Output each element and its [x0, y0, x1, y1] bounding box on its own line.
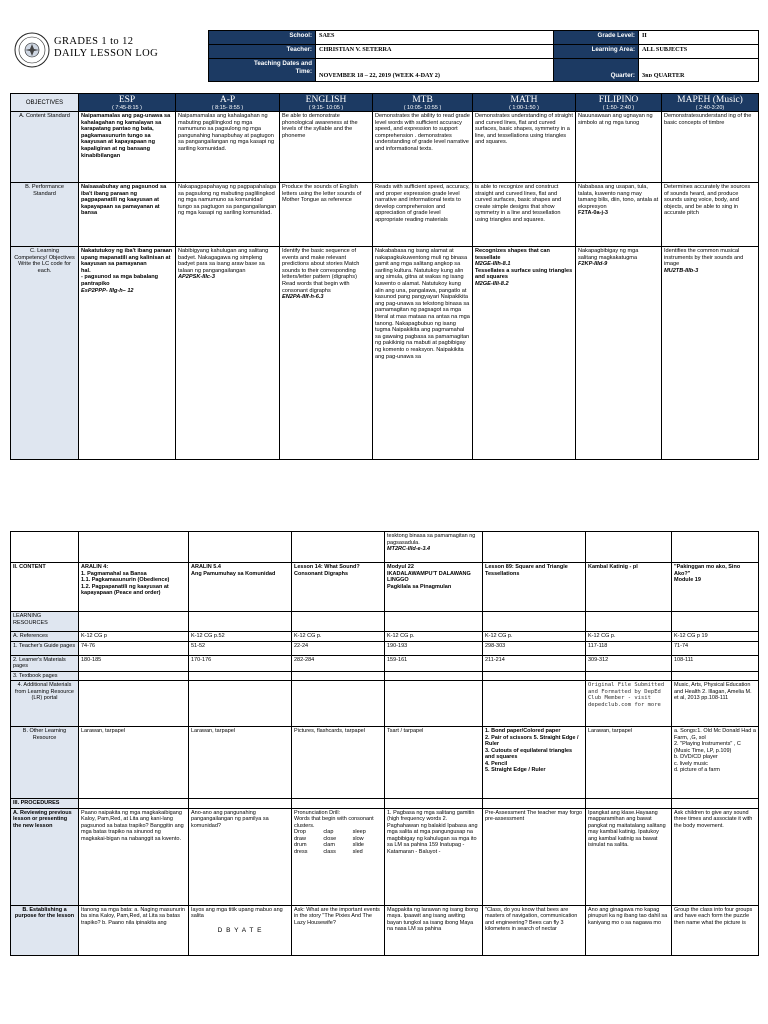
content-line: ARALIN 5.4 [191, 564, 221, 570]
scrambled-letters: D B Y A T E [217, 926, 263, 934]
lc-note: Write the LC code for each. [18, 261, 71, 274]
cell-esp: Itanong sa mga bata: a. Naging masunurin ba sina Kaloy, Pam,Red, at Lita sa batas trapiko? b. Paano nila ipinakita ang [79, 905, 189, 955]
content-line: Modyul 22 [387, 564, 414, 570]
cell-esp: Naisasabuhay ang pagsunod sa iba't ibang paraan ng pagpapanatili ng kaayusan at kapayapaan sa pamayanan at bansa [79, 183, 176, 247]
teacher-label: Teacher: [209, 45, 316, 59]
mapeh-code: MU2TB-IIIb-3 [664, 267, 699, 274]
textbook-row [11, 671, 759, 681]
row-label-content: II. CONTENT [11, 563, 79, 612]
teachers-guide-row [11, 641, 759, 655]
drill-subtitle: Words that begin with consonant clusters. [294, 816, 374, 829]
subject-name: MTB [412, 95, 433, 105]
cell-filipino [576, 183, 662, 247]
subject-time: ( 8:15- 8:55 ) [211, 105, 244, 111]
subject-math [473, 94, 576, 112]
subject-name: MAPEH (Music) [677, 95, 743, 105]
filipino-standard: Nababasa ang usapan, tula, talata, kuwento nang may tamang bilis, diin, tono, antala at ekspresyon [578, 184, 659, 210]
cell-filipino: 117-118 [586, 641, 672, 655]
material-item: 2. "Playing Instruments" , C [674, 741, 741, 747]
cell-math: Pre-Assessment The teacher may forgo pre-assessment [483, 808, 586, 905]
cell-mtb: Reads with sufficient speed, accuracy, and proper expression grade level narrative and informational texts to develop comprehension and appreciation of grade level appropriate reading materials [373, 183, 473, 247]
cell-ap: Nakapagpapahayag ng pagpapahalaga sa pagsulong ng mabuting paglilingkod ng mga namumuno sa komunidad tungo sa pagtugon sa pangangailangan ng mga kasapi ng sariling komunidad. [176, 183, 280, 247]
cell-mtb: 190-193 [385, 641, 483, 655]
drill-word: clap [323, 829, 334, 835]
mtb-code: MT2RC-IIId-e-3.4 [387, 546, 431, 552]
esp-item: - pagsunod sa mga babalang pantrapiko [81, 274, 159, 287]
content-line: Pagkilala sa Pinagmulan [387, 583, 452, 590]
cell-mapeh: K-12 CG p 19 [672, 632, 759, 642]
content-row [11, 563, 759, 612]
cell-mtb: 1. Pagbasa ng mga salitang gamitin (high frequency words 2. Paghahawan ng balakid Ipabasa ang mga salita at mga pangungusap na magbibigay ng kahulugan sa mga ito sa LM sa pahina 159 Inatupag - Katamaran - Baluyot - [385, 808, 483, 905]
content-procedures-table [10, 531, 759, 956]
drill-word: sleep [352, 829, 366, 835]
cell-english: Lesson 14: What Sound? Consonant Digraphs [292, 563, 385, 612]
cell-esp [79, 247, 176, 460]
cell-mtb: K-12 CG p. [385, 632, 483, 642]
drill-word: Drop [294, 829, 306, 835]
material-item: 1. Bond paper/Colored paper [485, 728, 561, 734]
reviewing-lesson-row [11, 808, 759, 905]
cell-english: Be able to demonstrate phonological awareness at the levels of the syllable and the phoneme [280, 112, 373, 183]
lc-label: C. Learning Competency/ Objectives [14, 248, 75, 261]
drill-word: slide [352, 842, 364, 848]
cell-esp: 180-185 [79, 655, 189, 671]
cell-ap [189, 905, 292, 955]
mtb-continuation: tesktong binasa sa pamamagitan ng pagsasadula. [387, 533, 476, 546]
cell-math [473, 247, 576, 460]
grade-label: Grade Level: [554, 31, 639, 45]
objectives-label: OBJECTIVES [11, 94, 79, 112]
dates-label-2: Time: [295, 68, 312, 75]
row-label-teachers-guide: 1. Teacher's Guide pages [11, 641, 79, 655]
filipino-code: F2KP-IIId-9 [578, 261, 608, 268]
teacher-value: CHRISTIAN V. SETERRA [316, 45, 554, 59]
cell-math: Lesson 89: Square and Triangle Tessellations [483, 563, 586, 612]
cell-ap [189, 563, 292, 612]
cell-english: 282-284 [292, 655, 385, 671]
subject-filipino [576, 94, 662, 112]
cell-mapeh: Demonstratesunderstand ing of the basic concepts of timbre [662, 112, 759, 183]
learning-competency-row [11, 247, 759, 460]
material-item: a. Songs:1. Old Mc Donald Had a Farm, ,G, sol [674, 728, 756, 741]
row-label-content-standard: A. Content Standard [11, 112, 79, 183]
material-item: b. DVD/CD player [674, 754, 718, 760]
drill-word: sled [352, 848, 363, 855]
drill-word: class [323, 848, 336, 855]
establishing-purpose-row [11, 905, 759, 955]
cell-filipino: 309-312 [586, 655, 672, 671]
performance-standard-row [11, 183, 759, 247]
cell-ap: 51-52 [189, 641, 292, 655]
cell-english: 22-24 [292, 641, 385, 655]
row-label-learning-competency [11, 247, 79, 460]
cell-filipino [576, 247, 662, 460]
cell-mapeh: Group the class into four groups and have each form the puzzle then name what the picture is [672, 905, 759, 955]
material-item: 5. Straight Edge / Ruler [485, 767, 546, 773]
deped-seal-logo [14, 32, 50, 68]
dates-label-1: Teaching Dates and [254, 60, 312, 67]
drill-word: close [323, 835, 337, 842]
material-item: 3. Cutouts of equilateral triangles and squares [485, 747, 573, 760]
learners-materials-row [11, 655, 759, 671]
english-code: EN2PA-IIIf-h-6.3 [282, 294, 324, 301]
subject-name: ENGLISH [305, 95, 347, 105]
cell-filipino: Nauunawaan ang ugnayan ng simbolo at ng mga tunog [576, 112, 662, 183]
subject-mtb [373, 94, 473, 112]
objectives-table [10, 93, 759, 460]
row-label-additional-materials: 4. Additional Materials from Learning Resource (LR) portal [11, 681, 79, 727]
drill-word: drum [294, 842, 307, 848]
cell-ap: Ano-ano ang pangunahing pangangailangan ng pamilya sa komunidad? [189, 808, 292, 905]
school-value: SAES [316, 31, 554, 45]
area-value: ALL SUBJECTS [639, 45, 759, 59]
subject-time: ( 9:15- 10:05 ) [308, 105, 344, 111]
subject-name: ESP [118, 95, 136, 105]
english-competency: Identify the basic sequence of events and make relevant predictions about stories Match sounds to their corresponding letters/letter pattern (digraphs) Read words that begin with consonant digraphs [282, 248, 360, 294]
subject-time: ( 7:45-8:15 ) [112, 105, 142, 111]
ap-code: AP2PSK-IIIc-3 [178, 274, 215, 281]
additional-materials-row [11, 681, 759, 727]
cell-english: Pictures, flashcards, tarpapel [292, 727, 385, 799]
dates-value: NOVEMBER 18 – 22, 2019 (WEEK 4-DAY 2) [316, 59, 554, 82]
quarter-value: 3ʀᴅ QUARTER [639, 59, 759, 82]
cell-ap: Larawan, tarpapel [189, 727, 292, 799]
references-row [11, 632, 759, 642]
cell-mtb [385, 532, 483, 563]
subject-time: ( 1:50- 2:40 ) [602, 105, 635, 111]
material-item: (Music Time, LP, p.109) [674, 747, 732, 754]
cell-mtb: Tsart / tarpapel [385, 727, 483, 799]
subject-name: MATH [510, 95, 538, 105]
drill-word: slow [352, 835, 364, 842]
math-competency-1: Recognizes shapes that can tessellate [475, 248, 550, 261]
school-label: School: [209, 31, 316, 45]
cell-mtb [385, 563, 483, 612]
cell-english: Ask: What are the important events in the story "The Pixies And The Lazy Housewife? [292, 905, 385, 955]
cell-english: Produce the sounds of English letters using the letter sounds of Mother Tongue as reference [280, 183, 373, 247]
drill-title: Pronunciation Drill: [294, 809, 341, 816]
content-line: 1.2. Pagpapanatili ng kaayusan at kapayapaan (Peace and order) [81, 583, 169, 596]
cell-esp: K-12 CG p [79, 632, 189, 642]
cell-english: K-12 CG p. [292, 632, 385, 642]
cell-mapeh [662, 247, 759, 460]
cell-mapeh: Music, Arts, Physical Education and Health 2. Illagan, Amelia M. et al, 2013 pp.108-111 [672, 681, 759, 727]
drill-word: dress [294, 848, 308, 855]
cell-math: is able to recognize and construct straight and curved lines, flat and curved surfaces, basic shapes and create simple designs that show symmetry in a line and tessellation using triangles and squares. [473, 183, 576, 247]
subject-english [280, 94, 373, 112]
drill-word: clam [323, 842, 335, 848]
cell-english [280, 247, 373, 460]
subject-mapeh [662, 94, 759, 112]
subject-time: ( 10:05- 10:55 ) [403, 105, 442, 111]
subject-header-row [11, 94, 759, 112]
cell-math: "Class, do you know that bees are masters of navigation, communication and engineering? Bees can fly 3 kilometers in search of nectar [483, 905, 586, 955]
cell-esp: Naipamamalas ang pag-unawa sa kahalagahan ng kamalayan sa karapatang pantao ng bata, pagkamasunurin tungo sa kaayusan at kapayapaan ng kapaligiran at ng bansang kinabibilangan [79, 112, 176, 183]
cell-mapeh: Ask children to give any sound three times and associate it with the body movement. [672, 808, 759, 905]
content-line: ARALIN 4: [81, 564, 109, 570]
cell-mapeh: 71-74 [672, 641, 759, 655]
cell-filipino: Ipangkat ang klase.Hayaang magparamihan ang bawat pangkat ng maitatalang salitang may kambal katinig. Ipatukoy ang kambal katinig sa bawat isinulat na salita. [586, 808, 672, 905]
grade-value: II [639, 31, 759, 45]
document-title [54, 36, 158, 60]
subject-name: A-P [219, 95, 236, 105]
esp-hal: hal. [81, 267, 91, 274]
content-line: Module 19 [674, 577, 701, 583]
cell-filipino: Larawan, tarpapel [586, 727, 672, 799]
material-item: d. picture of a farm [674, 767, 720, 773]
material-item: 2. Pair of scissors 5. Straight Edge / Ruler [485, 734, 579, 747]
cell-math: 298-303 [483, 641, 586, 655]
math-code-1: M2GE-IIIh-8.1 [475, 261, 511, 268]
cell-mtb: Magpakita ng larawan ng isang ibong maya. Ipaawit ang isang awiting bayan tungkol sa isang ibong Maya na nasa LM sa pahina [385, 905, 483, 955]
content-line: 1.1. Pagkamasunurin (Obedience) [81, 577, 170, 583]
subject-ap [176, 94, 280, 112]
row-label-learners-materials: 2. Learner's Materials pages [11, 655, 79, 671]
row-label-purpose: B. Establishing a purpose for the lesson [11, 905, 79, 955]
content-line: "Pakinggan mo ako, Sino Ako?" [674, 564, 741, 577]
learning-resources-row [11, 612, 759, 632]
cell-math: K-12 CG p. [483, 632, 586, 642]
title-line-1: GRADES 1 to 12 [54, 36, 134, 47]
content-line: Ang Pamumuhay sa Komunidad [191, 570, 276, 577]
subject-time: ( 2:40-3:20) [695, 105, 725, 111]
quarter-label: Quarter: [554, 59, 639, 82]
mtb-continuation-row [11, 532, 759, 563]
math-competency-2: Tessellates a surface using triangles and squares [475, 267, 573, 281]
cell-math: 211-214 [483, 655, 586, 671]
procedures-row [11, 799, 759, 809]
filipino-code: F2TA-0a-j-3 [578, 210, 609, 217]
cell-esp [79, 563, 189, 612]
cell-mtb: 159-161 [385, 655, 483, 671]
filipino-competency: Nakapagbibigay ng mga salitang magkakatugma [578, 248, 639, 261]
cell-mtb: Demonstrates the ability to read grade level words with sufficient accuracy speed, and expression to support comprehension . demonstrates understanding of grade level narrative and informational texts. [373, 112, 473, 183]
header-info-table [208, 30, 759, 82]
cell-filipino: Ano ang ginagawa mo kapag pinupuri ka ng ibang tao dahil sa kaniyang mo o sa nagawa mo [586, 905, 672, 955]
drill-word-grid [294, 829, 382, 855]
subject-name: FILIPINO [598, 95, 639, 105]
area-label: Learning Area: [554, 45, 639, 59]
cell-ap: K-12 CG p.52 [189, 632, 292, 642]
row-label-procedures: III. PROCEDURES [11, 799, 79, 809]
cell-math [483, 727, 586, 799]
cell-ap: Naipamamalas ang kahalagahan ng mabuting paglilingkod ng mga namumuno sa pagsulong ng mga pangunahing hanapbuhay at pagtugon sa pangangailangan ng mga kasapi ng sariling komunidad. [176, 112, 280, 183]
cell-ap [176, 247, 280, 460]
subject-time: ( 1:00-1:50 ) [509, 105, 539, 111]
ap-competency: Nabibigyang kahulugan ang salitang badyet. Nakagagawa ng simpleng badyet para sa isang araw base sa talaan ng pangangailangan [178, 248, 269, 274]
row-label-reviewing: A. Reviewing previous lesson or presenting the new lesson [11, 808, 79, 905]
drill-word: draw [294, 835, 306, 842]
row-label-other-resources: B. Other Learning Resource [11, 727, 79, 799]
material-item: c. lively music [674, 760, 708, 767]
material-item: 4. Pencil [485, 760, 508, 767]
other-resources-row [11, 727, 759, 799]
subject-esp [79, 94, 176, 112]
row-label-references: A. References [11, 632, 79, 642]
cell-english [292, 808, 385, 905]
cell-esp: 74-76 [79, 641, 189, 655]
math-code-2: M2GE-IIIi-8.2 [475, 280, 509, 287]
cell-mapeh [672, 727, 759, 799]
row-label-textbook: 3. Textbook pages [11, 671, 79, 681]
title-line-2: DAILY LESSON LOG [54, 48, 159, 59]
cell-mtb: Nakababasa ng isang alamat at nakapagkukuwentong muli ng binasa gamit ang mga salitang angkop sa sariling kultura. Natutukoy kung alin ang simula, gitna at wakas ng isang kuwento o alamat. Natutukoy kung alin ang una, pangalawa, pangatlo at kasunod pang pangyayari Naipakikita ang pag-unawa sa tekstong binasa sa pamamagitan ng pagsagot sa mga literal at mas mataas na antas na mga tanong. Nakapagbubuo ng isang tugma Naipakikita ang pagmamahal sa gawaing pagbasa sa pamamagitan ng pakikinig na mabuti at pagbibigay ng komento o reaksyon. Naipakikita ang pag-unawa sa [373, 247, 473, 460]
cell-esp: Larawan, tarpapel [79, 727, 189, 799]
content-line: 1. Pagmamahal sa Bansa [81, 570, 147, 577]
purpose-text: Iayos ang mga titik upang mabuo ang salita [191, 906, 283, 919]
cell-mapeh: Determines accurately the sources of sounds heard, and produce sounds using voice, body, and objects, and be able to sing in accurate pitch [662, 183, 759, 247]
content-line: IKADALAWAMPU'T DALAWANG LINGGO [387, 570, 471, 583]
cell-mapeh: 108-111 [672, 655, 759, 671]
dates-label [209, 59, 316, 82]
cell-ap: 170-176 [189, 655, 292, 671]
watermark-text: Original File Submitted and Formatted by DepEd Club Member - visit depedclub.com for more [586, 681, 672, 727]
row-label-performance-standard: B. Performance Standard [11, 183, 79, 247]
cell-math: Demonstrates understanding of straight and curved lines, flat and curved surfaces, basic shapes, symmetry in a line, and tessellations using triangles and squares. [473, 112, 576, 183]
esp-code: EsP2PPP- IIIg-h– 12 [81, 287, 134, 294]
esp-competency: Nakatutukoy ng iba't ibang paraan upang mapanatili ang kalinisan at kaayusan sa pamayanan [81, 248, 173, 268]
cell-filipino: Kambal Katinig - pl [586, 563, 672, 612]
row-label-learning-resources: LEARNING RESOURCES [11, 612, 79, 632]
mapeh-competency: Identifies the common musical instruments by their sounds and image [664, 248, 744, 268]
cell-filipino: K-12 CG p. [586, 632, 672, 642]
content-standard-row [11, 112, 759, 183]
cell-mapeh [672, 563, 759, 612]
cell-esp: Paano naipakita ng mga magkakaibigang Kaloy, Pam,Red, at Lita ang kani-lang pagsunod sa batas trapiko? Banggitin ang mga batas trapiko na sinunod ng magkakai-bigan na nabanggit sa kwento. [79, 808, 189, 905]
